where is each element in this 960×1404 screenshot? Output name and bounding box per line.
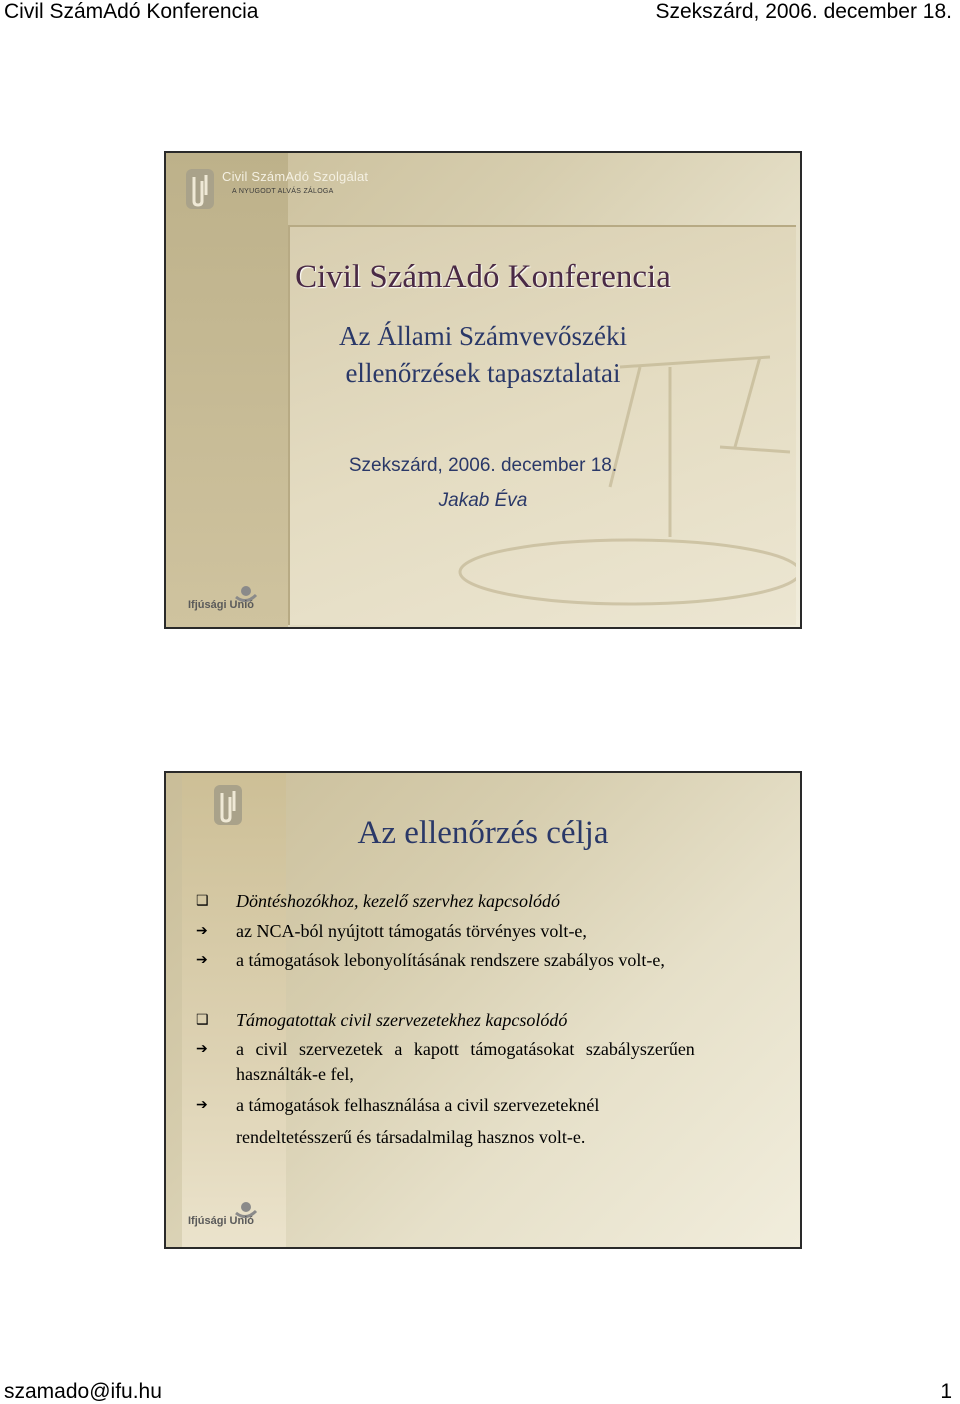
slide-1[interactable] xyxy=(164,151,802,629)
logo-service-name: Civil SzámAdó Szolgálat xyxy=(222,169,369,184)
arrow-bullet-icon: ➔ xyxy=(196,924,208,939)
page-footer-email[interactable]: szamado@ifu.hu xyxy=(4,1380,162,1403)
slide-2[interactable] xyxy=(164,771,802,1249)
checkbox-bullet-icon: ❑ xyxy=(196,1013,209,1028)
checkbox-bullet-icon: ❑ xyxy=(196,894,209,909)
bullet-text: Támogatottak civil szervezetekhez kapcsolódó xyxy=(236,1010,568,1030)
slide-1-footer-logo-text: Ifjúsági Unió xyxy=(188,599,254,611)
arrow-bullet-icon: ➔ xyxy=(196,1098,208,1113)
bullet-text: használták-e fel, xyxy=(236,1064,354,1084)
arrow-bullet-icon: ➔ xyxy=(196,953,208,968)
slide-1-title: Civil SzámAdó Konferencia xyxy=(295,259,671,295)
bullet-text: a támogatások lebonyolításának rendszere szabályos volt-e, xyxy=(236,950,665,970)
slide-2-footer-logo-text: Ifjúsági Unió xyxy=(188,1215,254,1227)
paperclip-logo-icon xyxy=(184,165,218,213)
slide-1-subtitle-line-2: ellenőrzések tapasztalatai xyxy=(345,358,621,388)
logo-tagline: A NYUGODT ALVÁS ZÁLOGA xyxy=(232,188,334,195)
bullet-text: Döntéshozókhoz, kezelő szervhez kapcsolódó xyxy=(236,891,560,911)
arrow-bullet-icon: ➔ xyxy=(196,1042,208,1057)
slide-1-date: Szekszárd, 2006. december 18. xyxy=(348,455,618,476)
slide-1-left-band xyxy=(166,153,288,627)
bullet-text: a civil szervezetek a kapott támogatásokat szabályszerűen xyxy=(236,1039,695,1059)
slide-2-title: Az ellenőrzés célja xyxy=(357,815,609,851)
bullet-text: rendeltetésszerű és társadalmilag hasznos volt-e. xyxy=(236,1127,586,1147)
page-header-right: Szekszárd, 2006. december 18. xyxy=(655,0,952,23)
bullet-text: a támogatások felhasználása a civil szervezeteknél xyxy=(236,1095,600,1115)
bullet-text: az NCA-ból nyújtott támogatás törvényes volt-e, xyxy=(236,921,587,941)
page-number: 1 xyxy=(940,1380,952,1403)
slide-1-subtitle-line-1: Az Állami Számvevőszéki xyxy=(339,321,627,351)
slide-1-author: Jakab Éva xyxy=(438,490,528,511)
page-header-left: Civil SzámAdó Konferencia xyxy=(4,0,259,23)
